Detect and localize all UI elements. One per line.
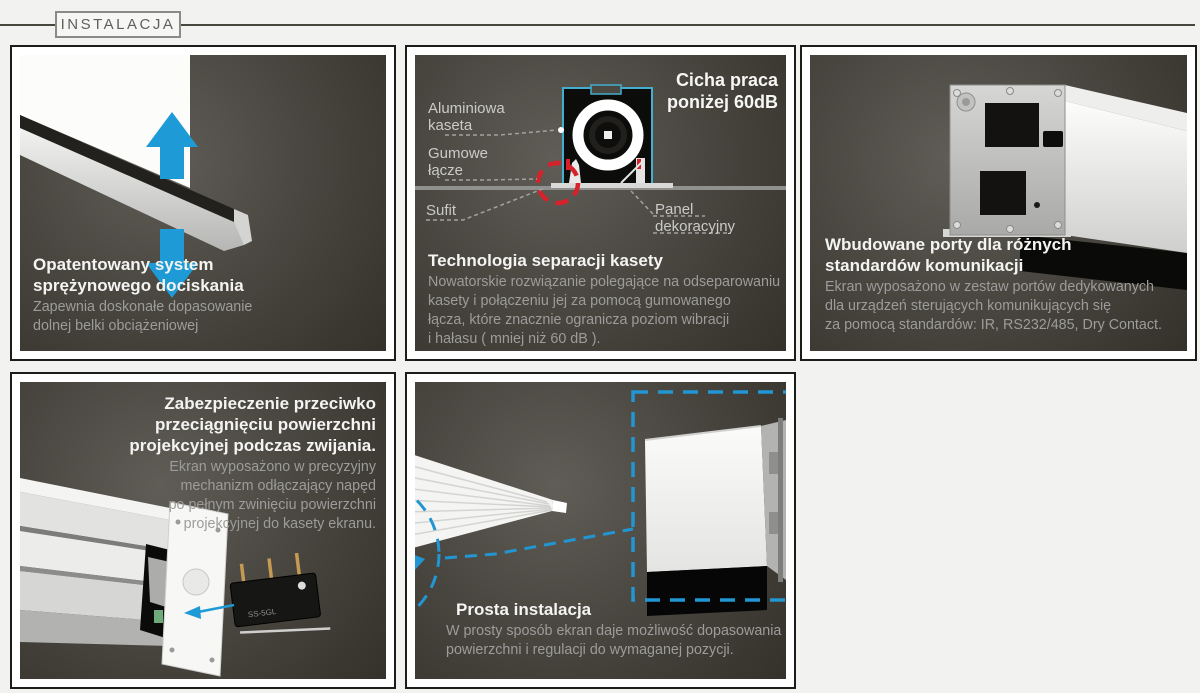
label-line: Sufit — [426, 202, 457, 219]
card-title-line: Opatentowany system — [33, 255, 214, 274]
feature-card-communication-ports — [800, 45, 1197, 361]
card-body-line: za pomocą standardów: IR, RS232/485, Dry Contact. — [825, 316, 1162, 333]
dashed-leader-line — [445, 529, 633, 558]
cassette-top-notch — [591, 85, 621, 94]
switch-pin — [267, 558, 273, 580]
power-socket — [1043, 131, 1063, 147]
card-body-line: Zapewnia doskonałe dopasowanie — [33, 299, 253, 316]
roller-axis — [604, 131, 612, 139]
micro-switch — [227, 550, 330, 640]
label-aluminum-cassette — [428, 100, 505, 135]
label-ceiling — [426, 202, 456, 219]
card-body-line: Ekran wyposażono w precyzyjny — [169, 459, 376, 476]
switch-label: SS-5GL — [247, 606, 277, 620]
cassette-front — [645, 426, 767, 572]
label-line: Aluminiowa — [428, 100, 505, 117]
card-body-line: łącza, które znacznie ogranicza poziom wibracji — [428, 311, 730, 328]
limit-switch-photo-area — [20, 382, 386, 679]
end-plate-hub — [183, 569, 209, 595]
card-body-line: Nowatorskie rozwiązanie polegające na odseparowaniu — [428, 274, 781, 291]
port-opening-top — [985, 103, 1039, 147]
switch-pin — [295, 553, 301, 577]
badge-line: poniżej 60dB — [666, 91, 778, 112]
port-opening-bottom — [980, 171, 1026, 215]
blue-arrow-head — [415, 552, 425, 572]
feature-card-overwind-protection — [10, 372, 396, 689]
card-body-line: powierzchni i regulacji do wymaganej pozycji. — [446, 641, 734, 658]
card-title-line: standardów komunikacji — [825, 256, 1024, 276]
card-text-block — [129, 393, 376, 534]
card-title-line: sprężynowego dociskania — [33, 276, 244, 296]
card-title-line: Technologia separacji kasety — [428, 251, 663, 270]
threaded-rod — [778, 418, 783, 582]
card-title-line: projekcyjnej podczas zwijania. — [129, 436, 376, 456]
label-decor-panel — [655, 201, 735, 236]
mechanism-board — [154, 610, 163, 623]
installation-illustration-area — [415, 382, 786, 679]
card-title-line: przeciągnięciu powierzchni — [154, 415, 376, 435]
card-title-line: Prosta instalacja — [456, 600, 592, 619]
label-line: kaseta — [428, 117, 473, 135]
section-title: INSTALACJA — [60, 16, 176, 33]
label-line: łącze — [428, 162, 464, 180]
callout-dot — [558, 127, 564, 133]
card-text-block — [446, 599, 781, 660]
label-line: Panel — [655, 201, 694, 218]
cassette-separation-diagram-area — [415, 55, 786, 351]
feature-card-spring-system — [10, 45, 396, 361]
label-line: dekoracyjny — [655, 218, 736, 236]
decor-panel-flange — [551, 183, 673, 188]
quiet-operation-badge — [667, 70, 778, 114]
section-title-box — [55, 11, 181, 38]
feature-card-easy-installation — [405, 372, 796, 689]
card-body-line: kasety i połączeniu jej za pomocą gumowanego — [428, 292, 731, 309]
card-text-block — [33, 254, 252, 336]
card-title-line: Zabezpieczenie przeciwko — [164, 394, 376, 413]
card-body-line: projekcyjnej do kasety ekranu. — [183, 515, 376, 532]
ir-port-dot — [1034, 202, 1040, 208]
spring-system-image — [20, 55, 386, 351]
ports-photo-area — [810, 55, 1187, 351]
ceiling-panel-edge — [552, 500, 567, 513]
cable-gland-core — [962, 98, 970, 106]
card-body-line: po pełnym zwinięciu powierzchni — [168, 496, 376, 513]
badge-line: Cicha praca — [675, 70, 778, 90]
card-body-line: W prosty sposób ekran daje możliwość dopasowania — [446, 623, 782, 640]
feature-card-cassette-separation — [405, 45, 796, 361]
label-line: Gumowe — [428, 145, 489, 162]
card-text-block — [825, 234, 1162, 335]
label-rubber-link — [428, 145, 488, 180]
card-body-line: i hałasu ( mniej niż 60 dB ). — [428, 330, 601, 347]
card-title-line: Wbudowane porty dla różnych — [825, 235, 1072, 254]
card-text-block — [428, 250, 780, 349]
switch-pin — [240, 564, 246, 584]
card-body-line: dolnej belki obciążeniowej — [33, 318, 199, 335]
card-body-line: mechanizm odłączający napęd — [180, 478, 376, 495]
card-body-line: Ekran wyposażono w zestaw portów dedykowanych — [825, 279, 1154, 296]
card-body-line: dla urządzeń sterujących komunikujących się — [825, 298, 1112, 315]
